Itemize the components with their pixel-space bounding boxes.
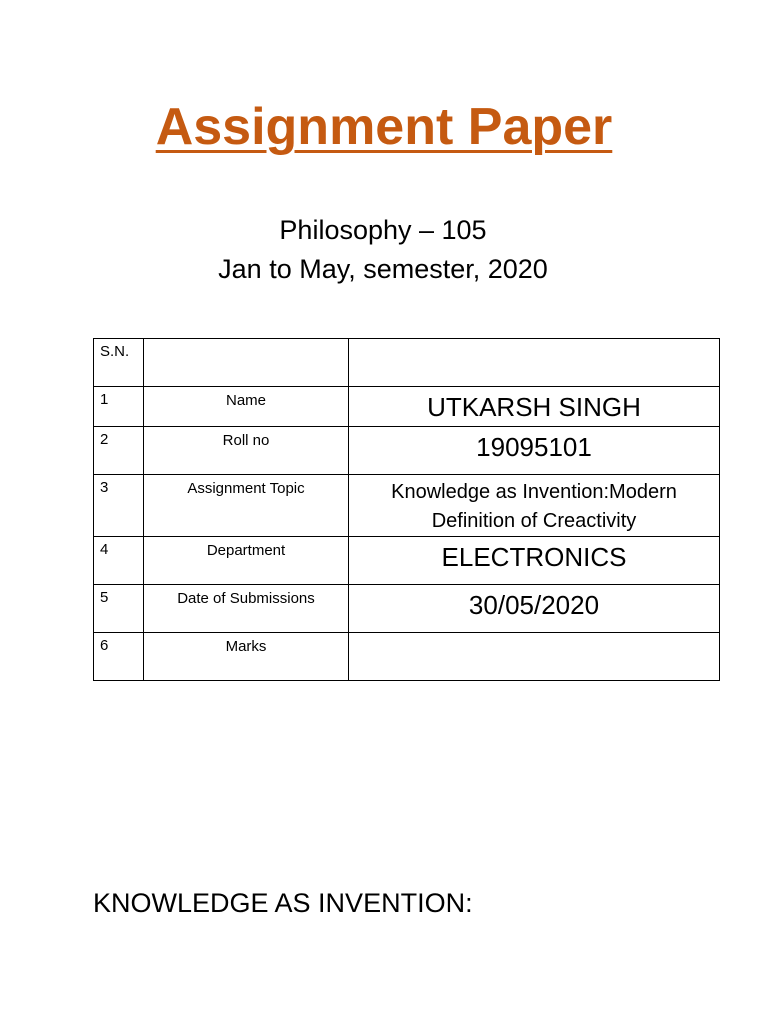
sn-cell: [94, 585, 144, 633]
row-field-label: Department: [206, 542, 286, 559]
page-title-text: Assignment Paper: [155, 98, 613, 156]
row-sn: 1: [100, 391, 109, 408]
value-cell: [349, 427, 720, 475]
row-field-label: Name: [225, 392, 266, 409]
student-name-value: UTKARSH SINGH: [427, 392, 641, 422]
row-sn: 2: [100, 431, 109, 448]
section-heading: KNOWLEDGE AS INVENTION:: [93, 888, 473, 918]
sn-cell: [94, 537, 144, 585]
table-row-assignment-topic: [94, 475, 720, 537]
value-cell: [349, 633, 720, 681]
field-cell: [144, 537, 349, 585]
field-cell: [144, 387, 349, 427]
row-sn: 5: [100, 589, 109, 606]
semester-subtitle: Jan to May, semester, 2020: [218, 254, 548, 284]
row-sn: 3: [100, 479, 109, 496]
student-info-table: [93, 338, 720, 681]
header-value-label: [349, 339, 719, 343]
row-field-label: Marks: [225, 638, 267, 655]
marks-value: [349, 633, 719, 637]
header-value-cell: [349, 339, 720, 387]
field-cell: [144, 475, 349, 537]
row-sn: 6: [100, 637, 109, 654]
sn-cell: [94, 387, 144, 427]
table-row-date-of-submission: [94, 585, 720, 633]
header-field-label: [144, 339, 348, 344]
header-sn-cell: [94, 339, 144, 387]
table-row-marks: [94, 633, 720, 681]
roll-no-value: 19095101: [476, 432, 592, 462]
value-cell: [349, 585, 720, 633]
table-header-row: [94, 339, 720, 387]
value-cell: [349, 537, 720, 585]
header-field-cell: [144, 339, 349, 387]
row-field-label: Date of Submissions: [177, 590, 315, 607]
field-cell: [144, 633, 349, 681]
sn-cell: [94, 475, 144, 537]
row-field-label: Roll no: [222, 432, 270, 449]
field-cell: [144, 427, 349, 475]
course-subtitle: Philosophy – 105: [279, 215, 487, 245]
row-field-label: Assignment Topic: [187, 480, 305, 497]
page-title: [0, 96, 768, 158]
table-row-name: [94, 387, 720, 427]
table-row-department: [94, 537, 720, 585]
table-row-roll-no: [94, 427, 720, 475]
sn-cell: [94, 427, 144, 475]
sn-cell: [94, 633, 144, 681]
department-value: ELECTRONICS: [441, 542, 627, 572]
submission-date-value: 30/05/2020: [468, 590, 600, 620]
field-cell: [144, 585, 349, 633]
value-cell: [349, 475, 720, 537]
header-sn-label: S.N.: [100, 343, 130, 360]
value-cell: [349, 387, 720, 427]
assignment-topic-value: Knowledge as Invention:Modern Definition of Creactivity: [391, 481, 677, 532]
row-sn: 4: [100, 541, 109, 558]
